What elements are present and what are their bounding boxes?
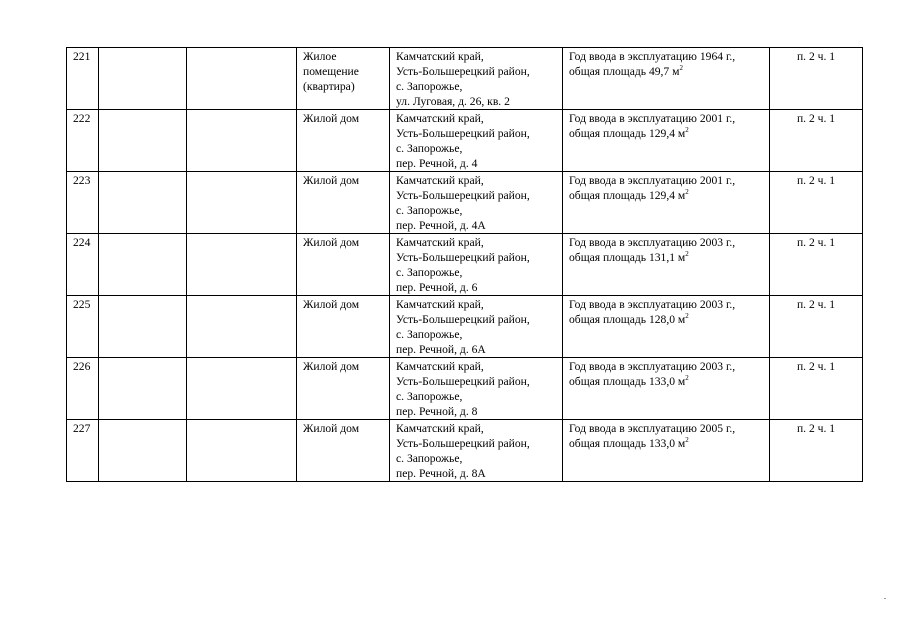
address-line: Камчатский край, [396, 50, 484, 63]
address-cell [390, 48, 563, 110]
table-row [67, 48, 863, 110]
table-row [67, 234, 863, 296]
address-line: пер. Речной, д. 4 [396, 157, 478, 170]
address-line: Камчатский край, [396, 112, 484, 125]
area-unit-exponent: 2 [685, 126, 689, 135]
area-unit-exponent: 2 [685, 188, 689, 197]
object-info-cell [563, 234, 770, 296]
address-line: пер. Речной, д. 8 [396, 405, 478, 418]
registry-table-body [67, 48, 863, 482]
address-line: с. Запорожье, [396, 204, 463, 217]
legal-basis-cell: п. 2 ч. 1 [770, 172, 863, 234]
address-line: Камчатский край, [396, 174, 484, 187]
total-area-line [569, 312, 763, 327]
address-line: с. Запорожье, [396, 266, 463, 279]
address-line: Усть-Большерецкий район, [396, 189, 530, 202]
empty-cell-a [99, 296, 187, 358]
object-type-cell [297, 296, 390, 358]
address-cell [390, 420, 563, 482]
object-type-cell [297, 234, 390, 296]
object-info-cell [563, 48, 770, 110]
empty-cell-b [187, 172, 297, 234]
address-line: Камчатский край, [396, 236, 484, 249]
empty-cell-b [187, 358, 297, 420]
area-unit-exponent: 2 [679, 64, 683, 73]
legal-basis-cell: п. 2 ч. 1 [770, 110, 863, 172]
row-number-cell: 226 [67, 358, 99, 420]
total-area-line [569, 436, 763, 451]
legal-basis-cell: п. 2 ч. 1 [770, 296, 863, 358]
object-type-cell [297, 172, 390, 234]
total-area-text: общая площадь 131,1 м [569, 251, 686, 264]
address-cell [390, 110, 563, 172]
address-line: с. Запорожье, [396, 328, 463, 341]
address-line: с. Запорожье, [396, 390, 463, 403]
empty-cell-b [187, 234, 297, 296]
empty-cell-a [99, 110, 187, 172]
address-line: пер. Речной, д. 8А [396, 467, 486, 480]
object-info-cell [563, 110, 770, 172]
address-line: Усть-Большерецкий район, [396, 437, 530, 450]
empty-cell-a [99, 420, 187, 482]
table-row [67, 296, 863, 358]
address-line: ул. Луговая, д. 26, кв. 2 [396, 95, 510, 108]
empty-cell-b [187, 420, 297, 482]
empty-cell-a [99, 234, 187, 296]
empty-cell-b [187, 110, 297, 172]
object-type-line: Жилой дом [303, 174, 360, 187]
address-cell [390, 358, 563, 420]
total-area-line [569, 188, 763, 203]
row-number-cell: 221 [67, 48, 99, 110]
address-line: с. Запорожье, [396, 142, 463, 155]
address-line: Усть-Большерецкий район, [396, 127, 530, 140]
object-type-line: Жилой дом [303, 360, 360, 373]
total-area-text: общая площадь 128,0 м [569, 313, 686, 326]
address-line: Камчатский край, [396, 360, 484, 373]
commissioning-year-text: Год ввода в эксплуатацию 2001 г., [569, 112, 736, 125]
table-row [67, 420, 863, 482]
address-line: пер. Речной, д. 6А [396, 343, 486, 356]
empty-cell-a [99, 358, 187, 420]
commissioning-year-text: Год ввода в эксплуатацию 1964 г., [569, 50, 736, 63]
commissioning-year-text: Год ввода в эксплуатацию 2005 г., [569, 422, 736, 435]
object-type-cell [297, 358, 390, 420]
object-info-cell [563, 420, 770, 482]
address-line: Усть-Большерецкий район, [396, 65, 530, 78]
legal-basis-cell: п. 2 ч. 1 [770, 420, 863, 482]
area-unit-exponent: 2 [685, 312, 689, 321]
object-type-cell [297, 110, 390, 172]
total-area-line [569, 64, 763, 79]
area-unit-exponent: 2 [685, 250, 689, 259]
address-cell [390, 172, 563, 234]
table-row [67, 358, 863, 420]
address-line: Камчатский край, [396, 298, 484, 311]
address-line: с. Запорожье, [396, 80, 463, 93]
commissioning-year-text: Год ввода в эксплуатацию 2001 г., [569, 174, 736, 187]
empty-cell-b [187, 296, 297, 358]
object-type-line: Жилой дом [303, 298, 360, 311]
total-area-line [569, 374, 763, 389]
object-type-cell [297, 48, 390, 110]
empty-cell-a [99, 48, 187, 110]
object-type-line: помещение [303, 65, 359, 78]
legal-basis-cell: п. 2 ч. 1 [770, 234, 863, 296]
address-line: пер. Речной, д. 6 [396, 281, 478, 294]
property-registry-table [66, 47, 863, 482]
address-line: Усть-Большерецкий район, [396, 313, 530, 326]
object-type-line: Жилое [303, 50, 337, 63]
table-row [67, 172, 863, 234]
empty-cell-b [187, 48, 297, 110]
commissioning-year-text: Год ввода в эксплуатацию 2003 г., [569, 236, 736, 249]
object-type-line: (квартира) [303, 80, 355, 93]
address-cell [390, 296, 563, 358]
scan-speck [884, 598, 886, 599]
address-line: Камчатский край, [396, 422, 484, 435]
legal-basis-cell: п. 2 ч. 1 [770, 358, 863, 420]
row-number-cell: 225 [67, 296, 99, 358]
object-info-cell [563, 296, 770, 358]
row-number-cell: 224 [67, 234, 99, 296]
total-area-text: общая площадь 129,4 м [569, 127, 686, 140]
address-cell [390, 234, 563, 296]
total-area-text: общая площадь 129,4 м [569, 189, 686, 202]
total-area-text: общая площадь 133,0 м [569, 437, 686, 450]
object-type-line: Жилой дом [303, 112, 360, 125]
object-type-line: Жилой дом [303, 236, 360, 249]
address-line: с. Запорожье, [396, 452, 463, 465]
commissioning-year-text: Год ввода в эксплуатацию 2003 г., [569, 298, 736, 311]
object-info-cell [563, 358, 770, 420]
total-area-line [569, 250, 763, 265]
row-number-cell: 227 [67, 420, 99, 482]
object-info-cell [563, 172, 770, 234]
total-area-line [569, 126, 763, 141]
object-type-cell [297, 420, 390, 482]
table-row [67, 110, 863, 172]
address-line: Усть-Большерецкий район, [396, 251, 530, 264]
address-line: Усть-Большерецкий район, [396, 375, 530, 388]
object-type-line: Жилой дом [303, 422, 360, 435]
row-number-cell: 223 [67, 172, 99, 234]
area-unit-exponent: 2 [685, 374, 689, 383]
commissioning-year-text: Год ввода в эксплуатацию 2003 г., [569, 360, 736, 373]
total-area-text: общая площадь 133,0 м [569, 375, 686, 388]
legal-basis-cell: п. 2 ч. 1 [770, 48, 863, 110]
address-line: пер. Речной, д. 4А [396, 219, 486, 232]
empty-cell-a [99, 172, 187, 234]
total-area-text: общая площадь 49,7 м [569, 65, 680, 78]
row-number-cell: 222 [67, 110, 99, 172]
area-unit-exponent: 2 [685, 436, 689, 445]
